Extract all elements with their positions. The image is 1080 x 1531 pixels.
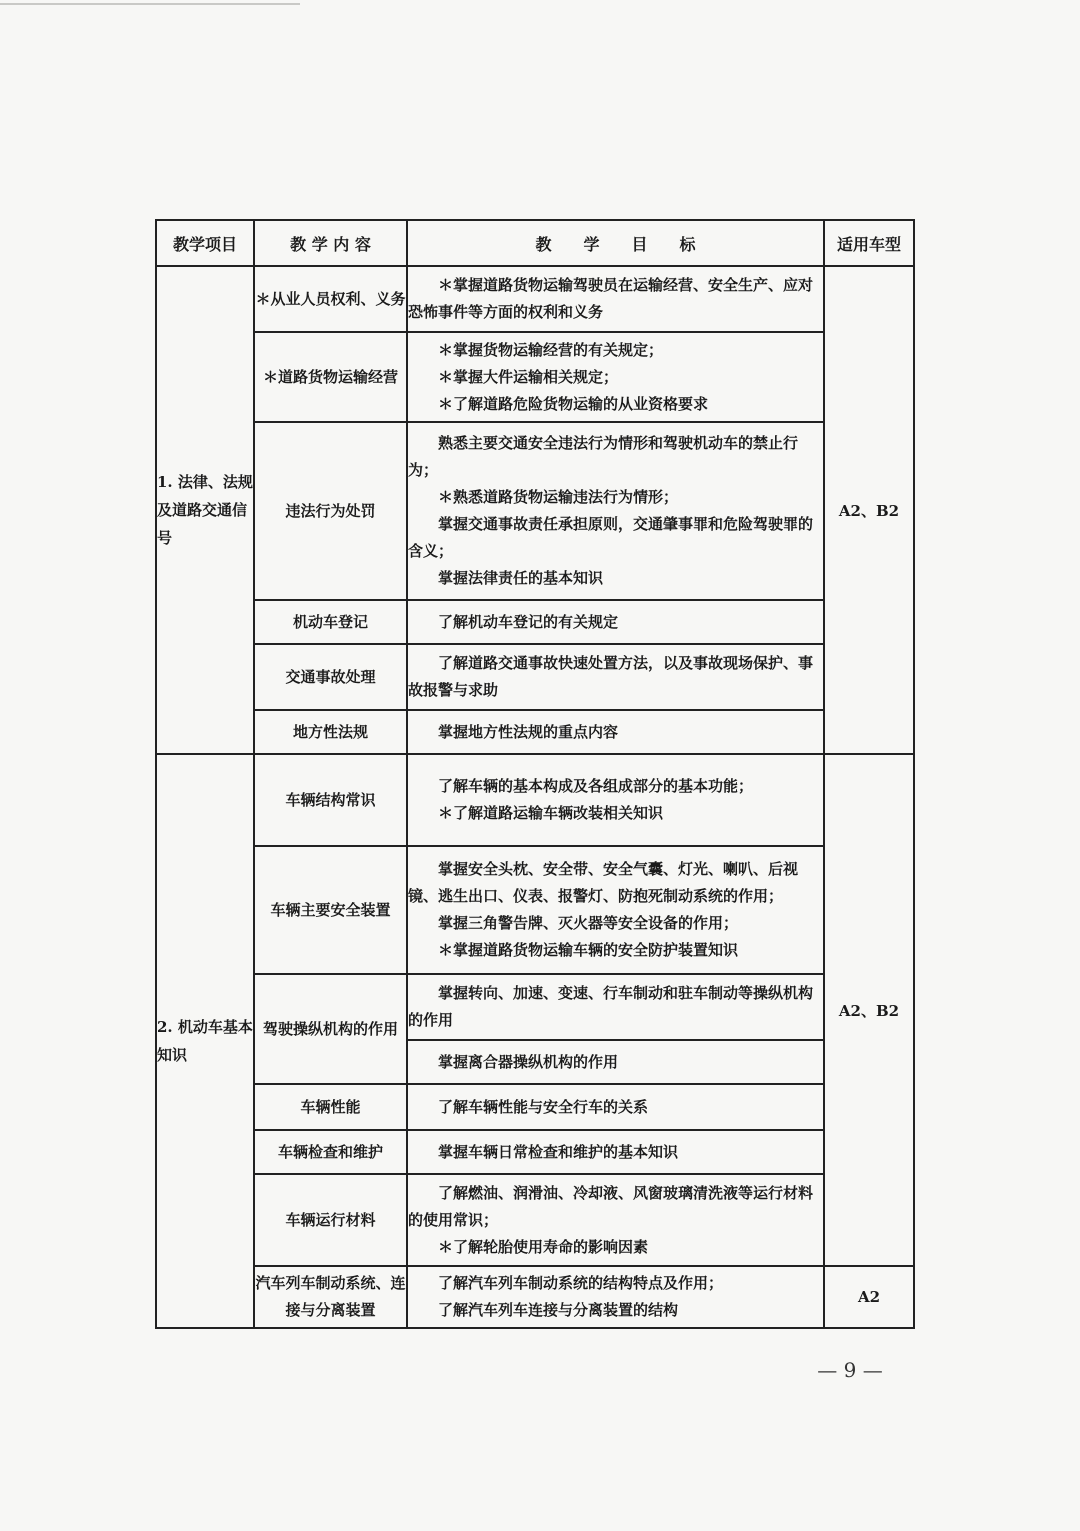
content-cell: ＊从业人员权利、义务 [254,266,407,332]
content-cell: 车辆主要安全装置 [254,846,407,974]
curriculum-table [155,219,915,1329]
goal-line: 了解汽车列车制动系统的结构特点及作用； [438,1274,724,1292]
section-vehicle: A2、B2 [824,754,914,1266]
goal-cell [407,600,824,644]
scan-edge-line [0,3,300,5]
content-cell: 车辆运行材料 [254,1174,407,1266]
section-project: 2. 机动车基本知识 [156,754,254,1328]
goal-line: 掌握转向、加速、变速、行车制动和驻车制动等操纵机构的作用 [408,984,814,1029]
header-goal: 教 学 目 标 [407,220,824,266]
table-row [156,710,914,754]
goal-cell [407,1040,824,1084]
content-cell: 机动车登记 [254,600,407,644]
table-row [156,422,914,600]
table-row [156,332,914,422]
table-row [156,1130,914,1174]
row-vehicle: A2 [824,1266,914,1328]
table-row [156,754,914,846]
header-content: 教 学 内 容 [254,220,407,266]
goal-cell [407,846,824,974]
content-cell: 汽车列车制动系统、连接与分离装置 [254,1266,407,1328]
goal-line: 掌握离合器操纵机构的作用 [438,1052,619,1071]
goal-line: 了解汽车列车连接与分离装置的结构 [438,1301,679,1319]
page-number: — 9 — [817,1358,883,1382]
goal-line: ＊掌握道路货物运输车辆的安全防护装置知识 [438,941,739,959]
content-cell: 车辆性能 [254,1084,407,1130]
header-vehicle: 适用车型 [824,220,914,266]
goal-line: 了解车辆性能与安全行车的关系 [438,1097,649,1116]
goal-line: 了解燃油、润滑油、冷却液、风窗玻璃清洗液等运行材料的使用常识； [408,1183,814,1229]
section-vehicle: A2、B2 [824,266,914,754]
table-row [156,974,914,1040]
goal-cell [407,1174,824,1266]
goal-cell [407,1266,824,1328]
goal-line: ＊了解道路危险货物运输的从业资格要求 [438,394,709,413]
content-cell: 违法行为处罚 [254,422,407,600]
goal-cell [407,1084,824,1130]
goal-line: ＊了解轮胎使用寿命的影响因素 [438,1237,649,1256]
table-row [156,600,914,644]
goal-cell [407,754,824,846]
goal-line: 掌握法律责任的基本知识 [438,569,604,587]
goal-cell [407,422,824,600]
goal-line: 了解车辆的基本构成及各组成部分的基本功能； [438,777,754,795]
goal-line: 掌握地方性法规的重点内容 [438,722,619,741]
content-cell: 车辆检查和维护 [254,1130,407,1174]
table-row [156,644,914,710]
goal-cell [407,266,824,332]
goal-line: 了解机动车登记的有关规定 [438,612,619,631]
goal-cell [407,974,824,1040]
table-row [156,266,914,332]
goal-line: 掌握交通事故责任承担原则，交通肇事罪和危险驾驶罪的含义； [408,515,814,560]
header-row [156,220,914,266]
goal-cell [407,710,824,754]
table-row [156,1084,914,1130]
goal-line: 了解道路交通事故快速处置方法，以及事故现场保护、事故报警与求助 [408,654,814,699]
goal-cell [407,332,824,422]
content-cell: ＊道路货物运输经营 [254,332,407,422]
goal-line: 掌握安全头枕、安全带、安全气囊、灯光、喇叭、后视镜、逃生出口、仪表、报警灯、防抱死制动系统的作用； [408,860,799,905]
goal-line: ＊熟悉道路货物运输违法行为情形； [438,488,679,506]
header-project: 教学项目 [156,220,254,266]
goal-cell [407,644,824,710]
goal-line: 掌握三角警告牌、灭火器等安全设备的作用； [438,914,739,932]
goal-line: 掌握车辆日常检查和维护的基本知识 [438,1142,679,1161]
content-cell: 车辆结构常识 [254,754,407,846]
content-cell: 驾驶操纵机构的作用 [254,974,407,1084]
table-row [156,1266,914,1328]
goal-line: 熟悉主要交通安全违法行为情形和驾驶机动车的禁止行为； [408,434,799,479]
section-project: 1. 法律、法规及道路交通信号 [156,266,254,754]
goal-cell [407,1130,824,1174]
table-row [156,1174,914,1266]
goal-line: ＊了解道路运输车辆改装相关知识 [438,804,664,822]
content-cell: 地方性法规 [254,710,407,754]
goal-line: ＊掌握货物运输经营的有关规定； [438,340,664,359]
table-row [156,846,914,974]
goal-line: ＊掌握道路货物运输驾驶员在运输经营、安全生产、应对恐怖事件等方面的权利和义务 [408,276,814,321]
content-cell: 交通事故处理 [254,644,407,710]
goal-line: ＊掌握大件运输相关规定； [438,367,619,386]
